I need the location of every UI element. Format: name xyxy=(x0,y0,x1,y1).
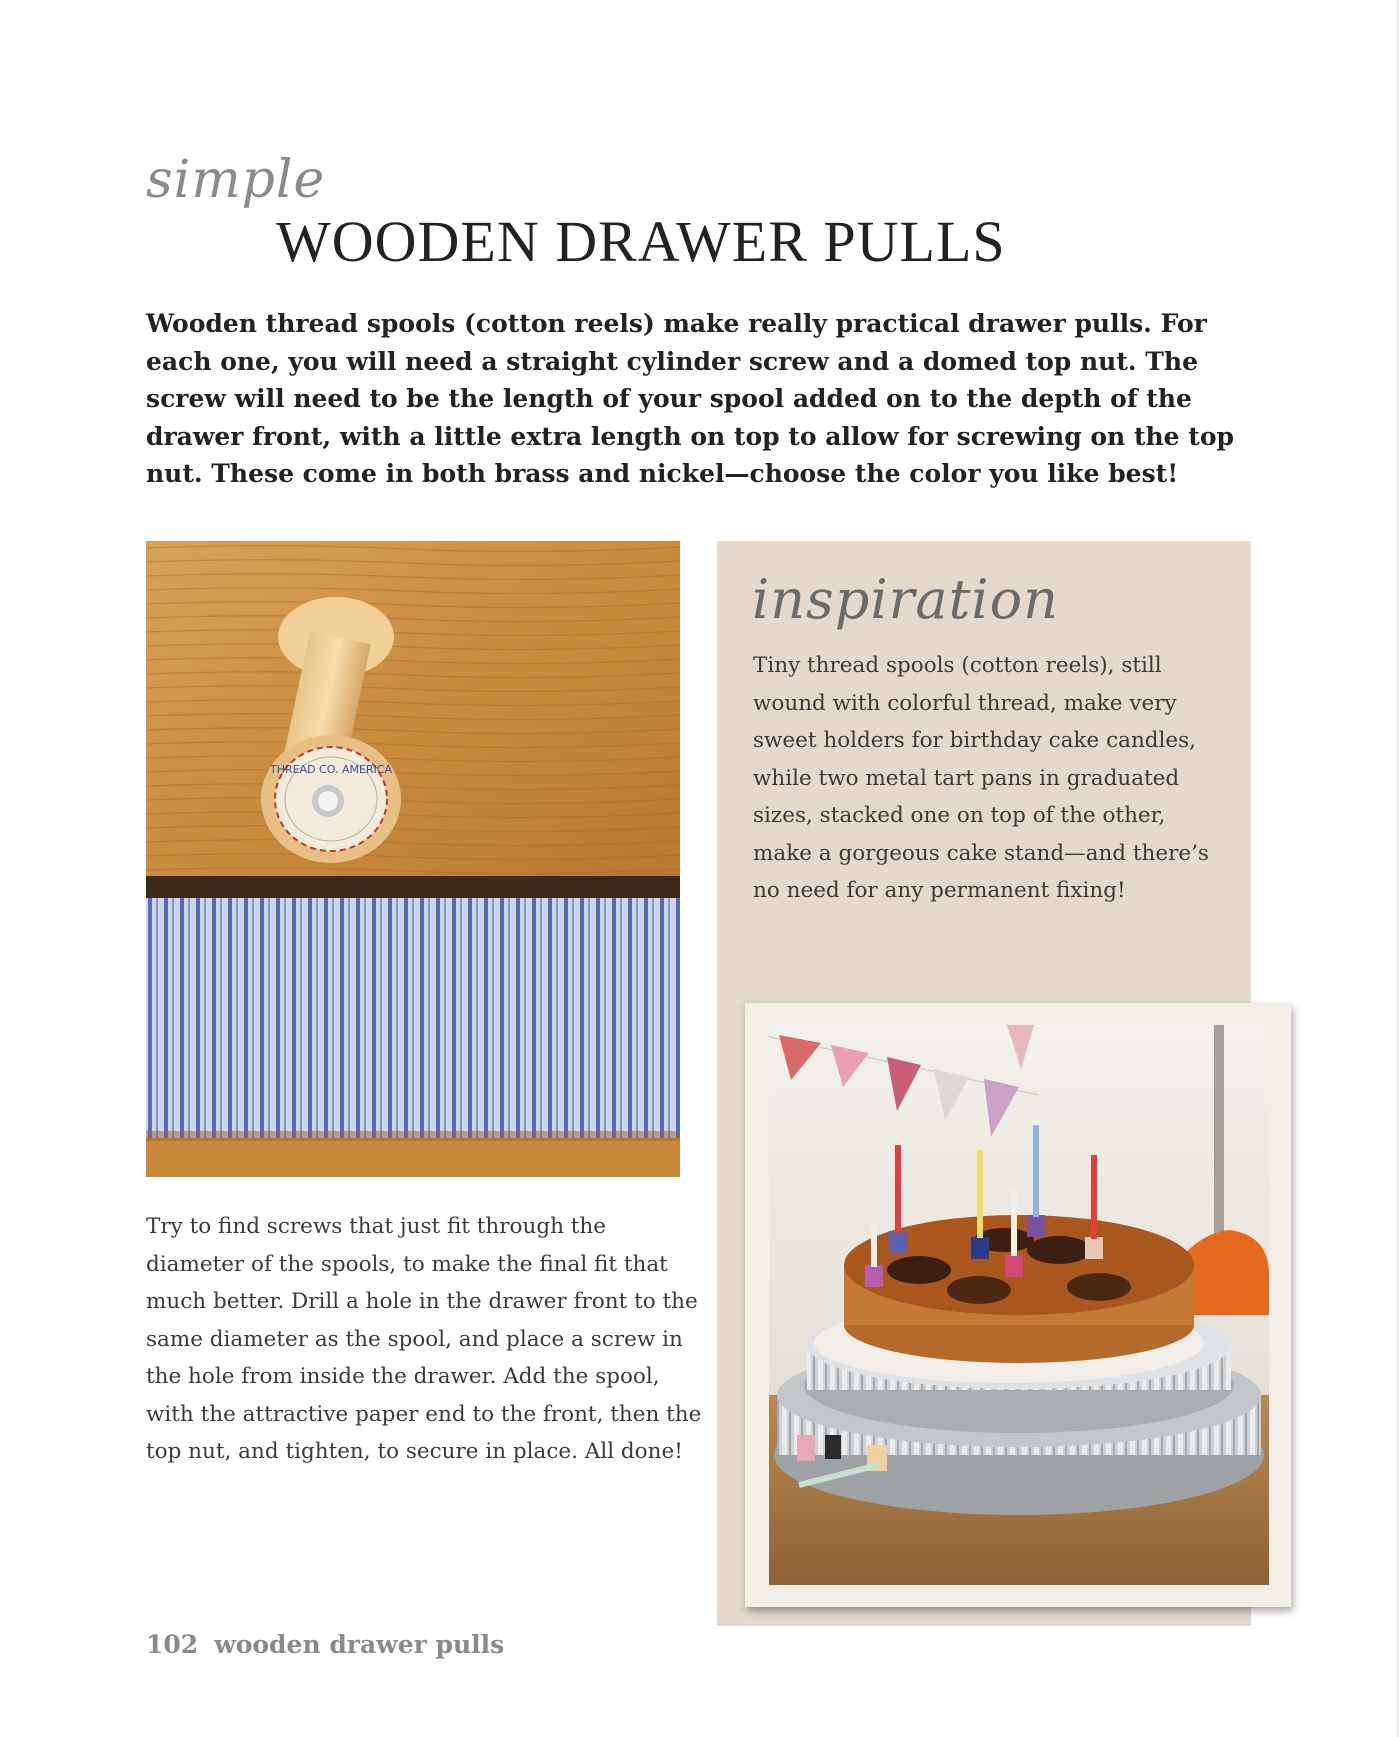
drawer-pull-photo xyxy=(146,541,680,1177)
section-name: wooden drawer pulls xyxy=(214,1630,505,1659)
cake-illustration xyxy=(769,1025,1269,1585)
inspiration-text: Tiny thread spools (cotton reels), still wound with colorful thread, make very sweet holders for birthday cake candles, while two metal tart pans in graduated sizes, stacked one on top of the other, make a gorgeous cake stand—and there’s no need for any permanent fixing! xyxy=(753,653,1209,903)
spool-label: THREAD CO. AMERICA xyxy=(269,763,393,776)
page-number: 102 xyxy=(146,1630,199,1659)
drawer-pull-illustration xyxy=(146,541,680,1177)
page-title: WOODEN DRAWER PULLS xyxy=(276,209,1006,274)
intro-paragraph: Wooden thread spools (cotton reels) make really practical drawer pulls. For each one, you will need a straight cylinder screw and a domed top nut. The screw will need to be the length of your spool added on to the depth of the drawer front, with a little extra length on top to allow for screwing on the top nut. These come in both brass and nickel—choose the color you like best! xyxy=(146,309,1234,488)
inspiration-heading: inspiration xyxy=(752,568,1059,631)
instructions-paragraph: Try to find screws that just fit through the diameter of the spools, to make the final fit that much better. Drill a hole in the drawer front to the same diameter as the spool, and place a screw in the hole from inside the drawer. Add the spool, with the attractive paper end to the front, then the top nut, and tighten, to secure in place. All done! xyxy=(146,1214,702,1464)
title-kicker: simple xyxy=(146,150,326,210)
cake-photo-card xyxy=(745,1003,1291,1607)
page-edge xyxy=(1395,0,1399,1737)
page-footer xyxy=(146,1630,504,1659)
cake-stand-photo xyxy=(769,1025,1269,1585)
